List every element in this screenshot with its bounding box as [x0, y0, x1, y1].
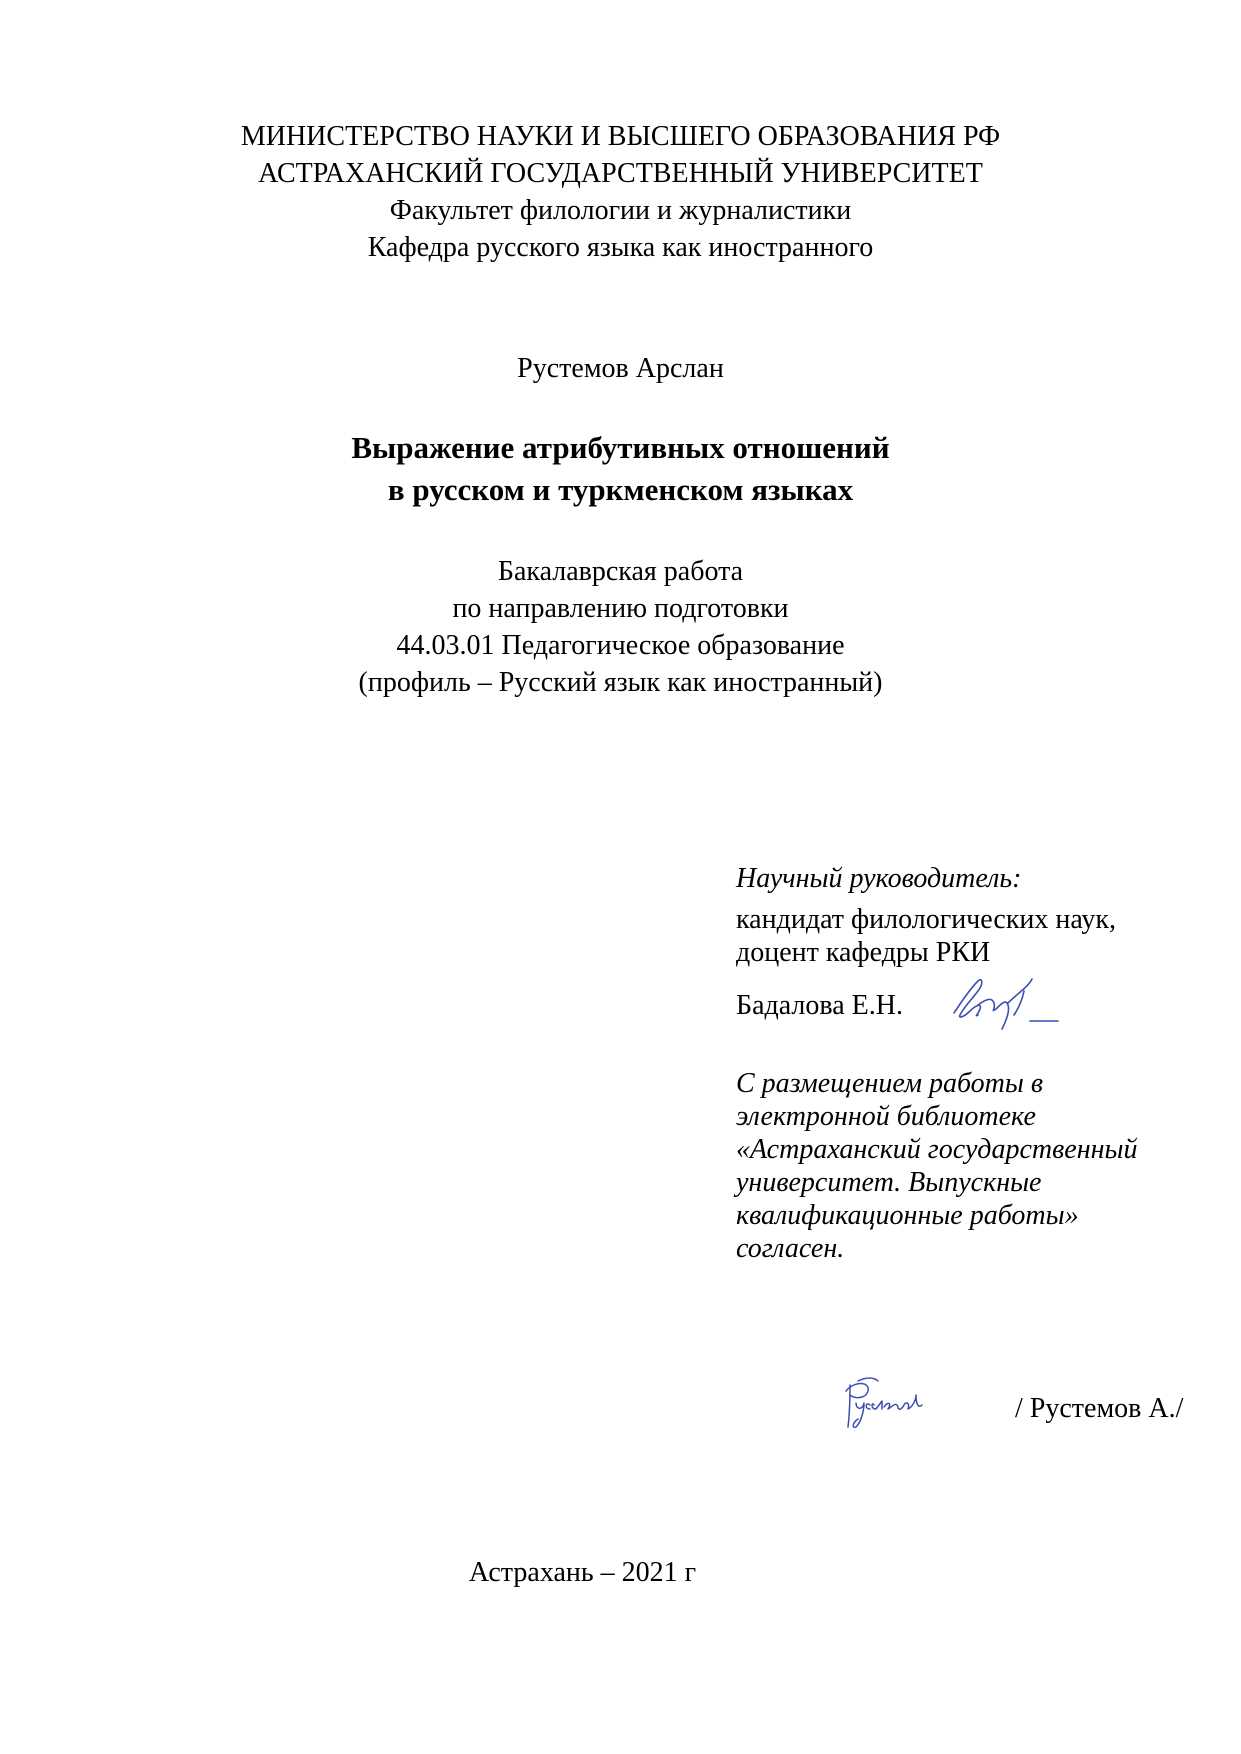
faculty-name: Факультет филологии и журналистики	[389, 195, 852, 226]
consent-line: электронной библиотеке	[736, 1101, 1036, 1132]
supervisor-position: доцент кафедры РКИ	[736, 937, 991, 968]
work-info-block	[0, 553, 1241, 701]
header-block	[0, 118, 1241, 266]
author-block	[0, 350, 1241, 387]
student-name: / Рустемов А./	[1015, 1393, 1184, 1424]
ministry-name: МИНИСТЕРСТВО НАУКИ И ВЫСШЕГО ОБРАЗОВАНИЯ РФ	[240, 121, 1001, 152]
consent-line: С размещением работы в	[736, 1068, 1044, 1099]
supervisor-degree: кандидат филологических наук,	[736, 904, 1116, 935]
supervisor-heading: Научный руководитель:	[736, 863, 1022, 894]
consent-line: согласен.	[736, 1233, 845, 1264]
consent-line: университет. Выпускные	[736, 1167, 1042, 1198]
supervisor-signature	[948, 975, 1068, 1033]
university-name: АСТРАХАНСКИЙ ГОСУДАРСТВЕННЫЙ УНИВЕРСИТЕТ	[258, 158, 983, 189]
consent-line: квалификационные работы»	[736, 1200, 1079, 1231]
supervisor-name: Бадалова Е.Н.	[736, 990, 904, 1021]
author-name: Рустемов Арслан	[517, 353, 724, 384]
work-direction: по направлению подготовки	[452, 593, 789, 624]
place-year	[0, 1554, 1203, 1591]
work-type: Бакалаврская работа	[497, 556, 744, 587]
student-signature-block	[1015, 1392, 1183, 1425]
department-name: Кафедра русского языка как иностранного	[367, 232, 874, 263]
thesis-title-line-2: в русском и туркменском языках	[387, 472, 854, 507]
student-signature	[836, 1375, 948, 1433]
work-profile: (профиль – Русский язык как иностранный)	[358, 667, 883, 698]
place-year-text: Астрахань – 2021 г	[468, 1557, 697, 1588]
thesis-title	[0, 427, 1241, 511]
consent-block	[736, 1067, 1137, 1265]
work-program: 44.03.01 Педагогическое образование	[396, 630, 845, 661]
thesis-title-line-1: Выражение атрибутивных отношений	[351, 430, 890, 465]
consent-line: «Астраханский государственный	[736, 1134, 1138, 1165]
